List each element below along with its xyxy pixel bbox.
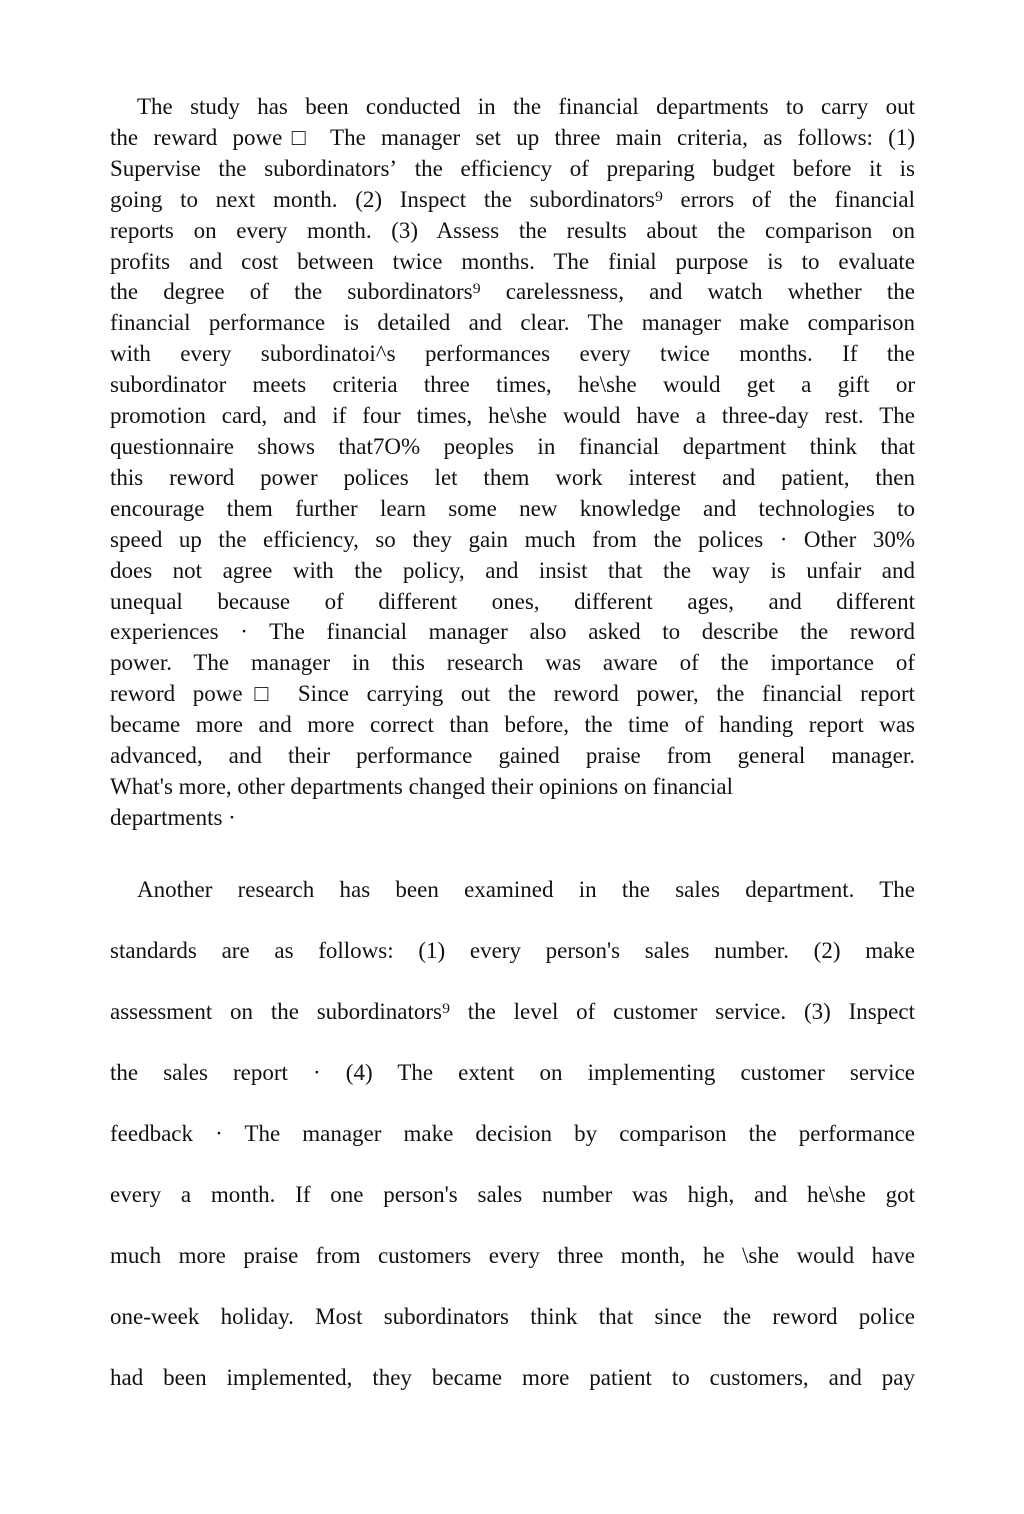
text-line: financial performance is detailed and clear. The manager make comparison bbox=[110, 310, 915, 336]
text-line: the reward powe□ The manager set up three main criteria, as follows: (1) bbox=[110, 124, 915, 150]
text-line: the degree of the subordinators⁹ carelessness, and watch whether the bbox=[110, 279, 915, 305]
text-line: The study has been conducted in the financial departments to carry out bbox=[137, 94, 915, 119]
text-line: speed up the efficiency, so they gain much from the polices · Other 30% bbox=[110, 526, 915, 552]
text-line: with every subordinatoi^s performances every twice months. If the bbox=[110, 341, 915, 367]
document-page bbox=[110, 92, 915, 1390]
text-line: much more praise from customers every three month, he \she would have bbox=[110, 1243, 915, 1268]
text-line: every a month. If one person's sales number was high, and he\she got bbox=[110, 1182, 915, 1207]
text-line: Supervise the subordinatorsʼ the efficiency of preparing budget before it is bbox=[110, 155, 915, 181]
text-line: experiences · The financial manager also asked to describe the reword bbox=[110, 619, 915, 645]
text-line: Another research has been examined in the sales department. The bbox=[137, 877, 915, 902]
text-line: advanced, and their performance gained praise from general manager. bbox=[110, 743, 915, 769]
text-line: had been implemented, they became more patient to customers, and pay bbox=[110, 1365, 915, 1390]
text-line: became more and more correct than before, the time of handing report was bbox=[110, 712, 915, 738]
text-line: assessment on the subordinators⁹ the level of customer service. (3) Inspect bbox=[110, 999, 915, 1024]
text-line: the sales report · (4) The extent on implementing customer service bbox=[110, 1060, 915, 1085]
text-line: one-week holiday. Most subordinators think that since the reword police bbox=[110, 1304, 915, 1329]
text-line: feedback · The manager make decision by comparison the performance bbox=[110, 1121, 915, 1146]
text-line: reword powe□ Since carrying out the reword power, the financial report bbox=[110, 681, 915, 707]
text-line: promotion card, and if four times, he\she would have a three-day rest. The bbox=[110, 403, 915, 429]
paragraph-financial-study bbox=[110, 92, 915, 834]
text-line: going to next month. (2) Inspect the subordinators⁹ errors of the financial bbox=[110, 186, 915, 212]
text-line: departments · bbox=[110, 804, 236, 830]
paragraph-sales-study bbox=[110, 875, 915, 1424]
text-line: subordinator meets criteria three times, he\she would get a gift or bbox=[110, 372, 915, 398]
text-line: questionnaire shows that7O% peoples in financial department think that bbox=[110, 433, 915, 459]
text-line: standards are as follows: (1) every person's sales number. (2) make bbox=[110, 938, 915, 963]
text-line: What's more, other departments changed their opinions on financial bbox=[110, 773, 734, 799]
text-line: unequal because of different ones, different ages, and different bbox=[110, 588, 915, 614]
text-line: profits and cost between twice months. The finial purpose is to evaluate bbox=[110, 248, 915, 274]
text-line: this reword power polices let them work interest and patient, then bbox=[110, 464, 915, 490]
text-line: reports on every month. (3) Assess the results about the comparison on bbox=[110, 217, 915, 243]
text-line: power. The manager in this research was aware of the importance of bbox=[110, 650, 915, 676]
text-line: encourage them further learn some new knowledge and technologies to bbox=[110, 495, 915, 521]
text-line: does not agree with the policy, and insist that the way is unfair and bbox=[110, 557, 915, 583]
